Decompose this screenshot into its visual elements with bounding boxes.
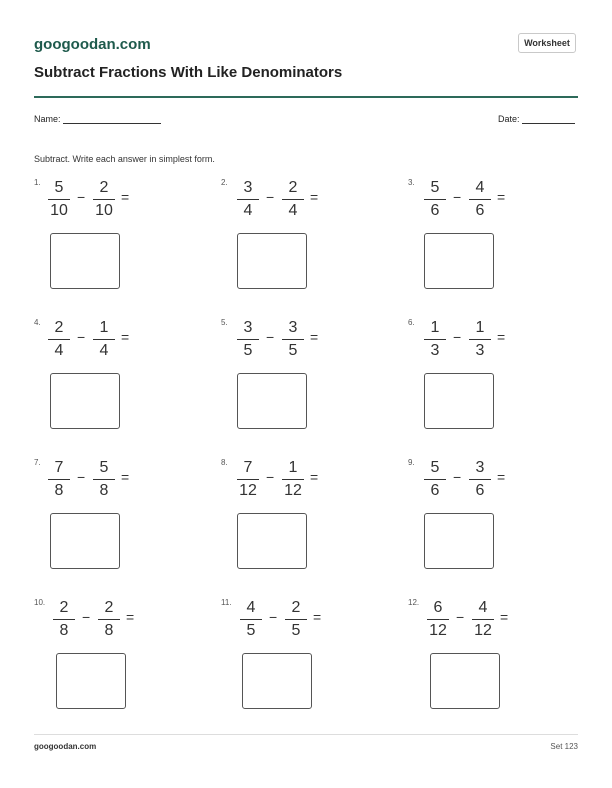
numerator: 1 bbox=[288, 459, 298, 476]
fraction-minuend bbox=[48, 178, 70, 221]
minus-sign: − bbox=[82, 609, 91, 625]
numerator: 6 bbox=[433, 599, 443, 616]
fraction-bar bbox=[93, 479, 115, 480]
fraction-bar bbox=[282, 479, 304, 480]
fraction-minuend bbox=[48, 318, 70, 361]
minus-sign: − bbox=[266, 469, 275, 485]
numerator: 3 bbox=[243, 319, 253, 336]
equals-sign: = bbox=[497, 469, 506, 485]
fraction-minuend bbox=[427, 598, 449, 641]
answer-box[interactable] bbox=[50, 233, 120, 289]
equals-sign: = bbox=[126, 609, 135, 625]
footer-set: Set 123 bbox=[550, 742, 578, 751]
equals-sign: = bbox=[310, 469, 319, 485]
equals-sign: = bbox=[497, 189, 506, 205]
denominator: 3 bbox=[475, 342, 485, 359]
problem bbox=[408, 598, 548, 728]
problem-number: 10. bbox=[34, 598, 46, 607]
fraction-subtrahend bbox=[282, 318, 304, 361]
answer-box[interactable] bbox=[237, 513, 307, 569]
numerator: 4 bbox=[475, 179, 485, 196]
fraction-subtrahend bbox=[285, 598, 307, 641]
numerator: 1 bbox=[475, 319, 485, 336]
problem-number: 5. bbox=[221, 318, 228, 327]
fraction-minuend bbox=[424, 458, 446, 501]
problem bbox=[408, 458, 548, 588]
equals-sign: = bbox=[121, 469, 130, 485]
numerator: 2 bbox=[104, 599, 114, 616]
problem-number: 7. bbox=[34, 458, 41, 467]
name-field[interactable] bbox=[34, 114, 161, 124]
fraction-minuend bbox=[424, 318, 446, 361]
numerator: 3 bbox=[288, 319, 298, 336]
numerator: 5 bbox=[430, 179, 440, 196]
fraction-subtrahend bbox=[469, 178, 491, 221]
fraction-subtrahend bbox=[469, 318, 491, 361]
problem-number: 12. bbox=[408, 598, 420, 607]
problem-number: 8. bbox=[221, 458, 228, 467]
problem-number: 6. bbox=[408, 318, 415, 327]
denominator: 8 bbox=[59, 622, 69, 639]
numerator: 5 bbox=[430, 459, 440, 476]
problem-number: 9. bbox=[408, 458, 415, 467]
equals-sign: = bbox=[121, 189, 130, 205]
page-title: Subtract Fractions With Like Denominators bbox=[34, 64, 343, 81]
answer-box[interactable] bbox=[50, 513, 120, 569]
date-field[interactable] bbox=[498, 114, 575, 124]
numerator: 2 bbox=[291, 599, 301, 616]
answer-box[interactable] bbox=[424, 233, 494, 289]
fraction-minuend bbox=[237, 318, 259, 361]
header-divider bbox=[34, 96, 578, 98]
numerator: 5 bbox=[99, 459, 109, 476]
numerator: 7 bbox=[54, 459, 64, 476]
fraction-bar bbox=[424, 199, 446, 200]
equals-sign: = bbox=[313, 609, 322, 625]
fraction-minuend bbox=[237, 178, 259, 221]
numerator: 3 bbox=[243, 179, 253, 196]
fraction-minuend bbox=[48, 458, 70, 501]
denominator: 5 bbox=[288, 342, 298, 359]
answer-box[interactable] bbox=[424, 513, 494, 569]
numerator: 2 bbox=[54, 319, 64, 336]
fraction-bar bbox=[285, 619, 307, 620]
problem bbox=[221, 178, 361, 308]
fraction-bar bbox=[98, 619, 120, 620]
fraction-bar bbox=[237, 479, 259, 480]
denominator: 8 bbox=[104, 622, 114, 639]
answer-box[interactable] bbox=[50, 373, 120, 429]
numerator: 5 bbox=[54, 179, 64, 196]
name-label: Name: bbox=[34, 114, 61, 124]
fraction-bar bbox=[240, 619, 262, 620]
problem bbox=[34, 598, 174, 728]
problem bbox=[408, 178, 548, 308]
fraction-bar bbox=[427, 619, 449, 620]
fraction-subtrahend bbox=[469, 458, 491, 501]
numerator: 1 bbox=[99, 319, 109, 336]
fraction-bar bbox=[237, 339, 259, 340]
denominator: 5 bbox=[243, 342, 253, 359]
problem bbox=[34, 458, 174, 588]
fraction-subtrahend bbox=[93, 318, 115, 361]
fraction-bar bbox=[469, 199, 491, 200]
fraction-bar bbox=[424, 339, 446, 340]
denominator: 5 bbox=[246, 622, 256, 639]
denominator: 10 bbox=[50, 202, 68, 219]
answer-box[interactable] bbox=[237, 373, 307, 429]
fraction-minuend bbox=[53, 598, 75, 641]
numerator: 2 bbox=[288, 179, 298, 196]
minus-sign: − bbox=[266, 189, 275, 205]
problem bbox=[34, 178, 174, 308]
minus-sign: − bbox=[266, 329, 275, 345]
fraction-subtrahend bbox=[282, 458, 304, 501]
problem-number: 4. bbox=[34, 318, 41, 327]
footer-site: googoodan.com bbox=[34, 742, 97, 751]
instructions: Subtract. Write each answer in simplest form. bbox=[34, 154, 215, 164]
denominator: 10 bbox=[95, 202, 113, 219]
denominator: 12 bbox=[239, 482, 257, 499]
fraction-bar bbox=[93, 339, 115, 340]
numerator: 4 bbox=[246, 599, 256, 616]
numerator: 4 bbox=[478, 599, 488, 616]
minus-sign: − bbox=[456, 609, 465, 625]
answer-box[interactable] bbox=[430, 653, 500, 709]
fraction-subtrahend bbox=[282, 178, 304, 221]
fraction-minuend bbox=[237, 458, 259, 501]
minus-sign: − bbox=[453, 469, 462, 485]
denominator: 3 bbox=[430, 342, 440, 359]
denominator: 4 bbox=[243, 202, 253, 219]
fraction-subtrahend bbox=[98, 598, 120, 641]
problem bbox=[221, 598, 361, 728]
fraction-bar bbox=[237, 199, 259, 200]
fraction-bar bbox=[48, 199, 70, 200]
denominator: 4 bbox=[54, 342, 64, 359]
minus-sign: − bbox=[77, 329, 86, 345]
equals-sign: = bbox=[310, 189, 319, 205]
denominator: 12 bbox=[284, 482, 302, 499]
denominator: 6 bbox=[475, 482, 485, 499]
fraction-bar bbox=[282, 199, 304, 200]
footer-divider bbox=[34, 734, 578, 735]
site-logo: googoodan.com bbox=[34, 36, 151, 53]
numerator: 7 bbox=[243, 459, 253, 476]
denominator: 8 bbox=[54, 482, 64, 499]
numerator: 2 bbox=[99, 179, 109, 196]
problem bbox=[408, 318, 548, 448]
denominator: 4 bbox=[288, 202, 298, 219]
minus-sign: − bbox=[269, 609, 278, 625]
answer-box[interactable] bbox=[242, 653, 312, 709]
numerator: 2 bbox=[59, 599, 69, 616]
fraction-bar bbox=[282, 339, 304, 340]
problem bbox=[221, 318, 361, 448]
answer-box[interactable] bbox=[56, 653, 126, 709]
equals-sign: = bbox=[500, 609, 509, 625]
date-line[interactable] bbox=[522, 114, 575, 124]
problem bbox=[34, 318, 174, 448]
fraction-bar bbox=[472, 619, 494, 620]
fraction-bar bbox=[53, 619, 75, 620]
equals-sign: = bbox=[497, 329, 506, 345]
denominator: 6 bbox=[475, 202, 485, 219]
fraction-bar bbox=[48, 479, 70, 480]
problem-number: 1. bbox=[34, 178, 41, 187]
numerator: 1 bbox=[430, 319, 440, 336]
fraction-minuend bbox=[424, 178, 446, 221]
fraction-bar bbox=[469, 479, 491, 480]
date-label: Date: bbox=[498, 114, 520, 124]
answer-box[interactable] bbox=[424, 373, 494, 429]
denominator: 4 bbox=[99, 342, 109, 359]
denominator: 12 bbox=[429, 622, 447, 639]
minus-sign: − bbox=[77, 469, 86, 485]
problem-number: 2. bbox=[221, 178, 228, 187]
denominator: 8 bbox=[99, 482, 109, 499]
fraction-subtrahend bbox=[93, 178, 115, 221]
numerator: 3 bbox=[475, 459, 485, 476]
fraction-subtrahend bbox=[93, 458, 115, 501]
worksheet-badge: Worksheet bbox=[518, 33, 576, 53]
denominator: 6 bbox=[430, 482, 440, 499]
answer-box[interactable] bbox=[237, 233, 307, 289]
problem bbox=[221, 458, 361, 588]
fraction-bar bbox=[424, 479, 446, 480]
fraction-minuend bbox=[240, 598, 262, 641]
minus-sign: − bbox=[453, 189, 462, 205]
problem-number: 3. bbox=[408, 178, 415, 187]
fraction-bar bbox=[469, 339, 491, 340]
fraction-bar bbox=[48, 339, 70, 340]
problem-number: 11. bbox=[221, 598, 232, 607]
fraction-subtrahend bbox=[472, 598, 494, 641]
minus-sign: − bbox=[453, 329, 462, 345]
equals-sign: = bbox=[310, 329, 319, 345]
denominator: 5 bbox=[291, 622, 301, 639]
fraction-bar bbox=[93, 199, 115, 200]
denominator: 12 bbox=[474, 622, 492, 639]
minus-sign: − bbox=[77, 189, 86, 205]
equals-sign: = bbox=[121, 329, 130, 345]
name-line[interactable] bbox=[63, 114, 161, 124]
denominator: 6 bbox=[430, 202, 440, 219]
